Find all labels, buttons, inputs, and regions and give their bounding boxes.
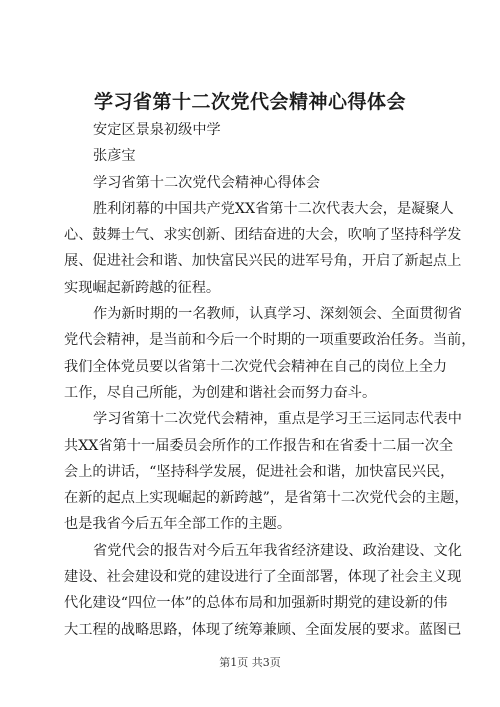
paragraph-line: 党代会精神，是当前和今后一个时期的一项重要政治任务。当前， [64, 332, 476, 349]
paragraph-line: 工作，尽自己所能，为创建和谐社会而努力奋斗。 [64, 384, 377, 401]
paragraph-line: 也是我省今后五年全部工作的主题。 [64, 516, 292, 533]
paragraph-line: 建设、社会建设和党的建设进行了全面部署，体现了社会主义现 [64, 569, 462, 586]
paragraph-line: 心、鼓舞士气、求实创新、团结奋进的大会，吹响了坚持科学发 [64, 227, 462, 244]
paragraph-2 [64, 301, 476, 406]
paragraph-1 [64, 196, 462, 301]
paragraph-line: 在新的起点上实现崛起的新跨越”，是省第十二次党代会的主题， [64, 490, 469, 507]
paragraph-line: 代化建设“四位一体”的总体布局和加强新时期党的建设新的伟 [64, 595, 448, 612]
paragraph-line: 我们全体党员要以省第十二次党代会精神在自己的岗位上全力 [64, 358, 448, 375]
document-title: 学习省第十二次党代会精神心得体会 [93, 91, 406, 113]
school-name: 安定区景泉初级中学 [93, 122, 221, 138]
paragraph-4 [64, 538, 462, 643]
paragraph-line: 胜利闭幕的中国共产党XX省第十二次代表大会，是凝聚人 [93, 200, 454, 217]
document-subtitle: 学习省第十二次党代会精神心得体会 [93, 174, 321, 191]
paragraph-line: 省党代会的报告对今后五年我省经济建设、政治建设、文化 [93, 542, 462, 559]
author-name: 张彦宝 [93, 148, 136, 165]
paragraph-line: 作为新时期的一名教师，认真学习、深刻领会、全面贯彻省 [93, 306, 462, 323]
document-body [64, 117, 476, 643]
paragraph-line: 会上的讲话，“坚持科学发展，促进社会和谐，加快富民兴民， [64, 463, 455, 480]
paragraph-line: 大工程的战略思路，体现了统筹兼顾、全面发展的要求。蓝图已 [64, 621, 462, 638]
paragraph-3 [64, 406, 469, 537]
paragraph-line: 学习省第十二次党代会精神，重点是学习王三运同志代表中 [93, 411, 462, 428]
paragraph-line: 实现崛起新跨越的征程。 [64, 279, 221, 296]
page-number-footer: 第1页 共3页 [219, 656, 281, 669]
paragraph-line: 共XX省第十一届委员会所作的工作报告和在省委十二届一次全 [64, 437, 454, 454]
paragraph-line: 展、促进社会和谐、加快富民兴民的进军号角，开启了新起点上 [64, 253, 462, 270]
